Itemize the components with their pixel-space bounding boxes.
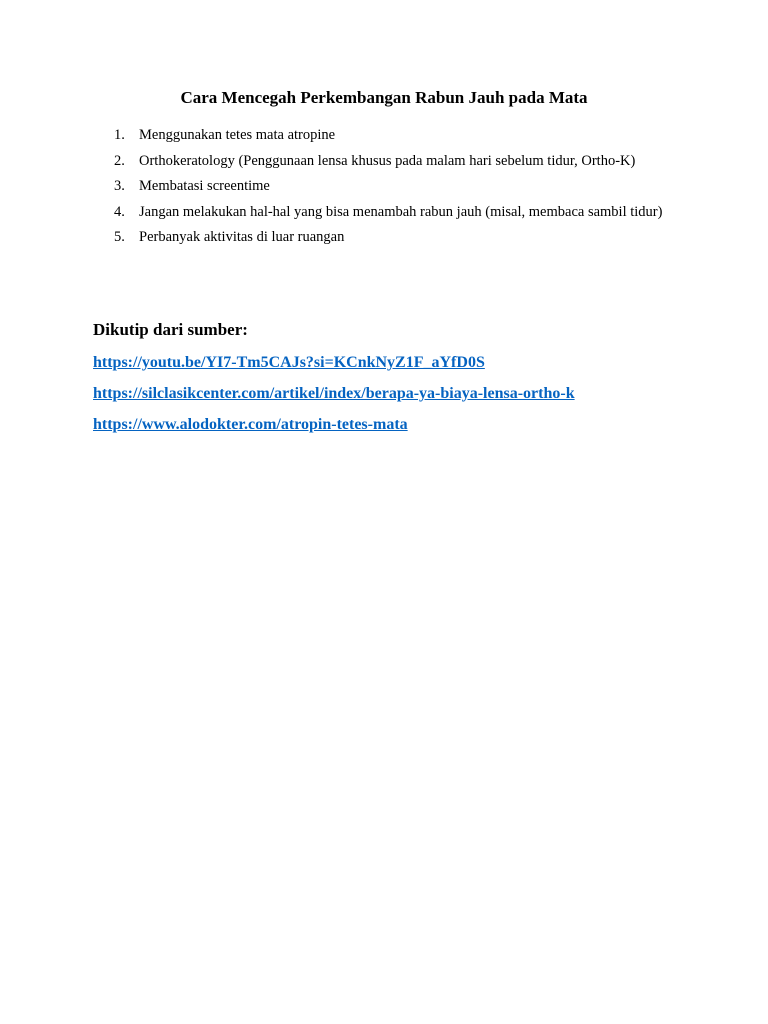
list-item-text: Jangan melakukan hal-hal yang bisa menambah rabun jauh (misal, membaca sambil tidur): [139, 203, 663, 220]
list-item-number: 2.: [114, 152, 125, 169]
list-item-number: 3.: [114, 178, 125, 194]
list-item-text: Orthokeratology (Penggunaan lensa khusus pada malam hari sebelum tidur, Ortho-K): [139, 152, 636, 169]
list-item-text: Membatasi screentime: [139, 178, 270, 194]
sources-heading: Dikutip dari sumber:: [93, 320, 248, 339]
list-item-number: 1.: [114, 127, 125, 143]
prevention-steps-list: [93, 123, 674, 251]
source-link-alodokter[interactable]: https://www.alodokter.com/atropin-tetes-mata: [93, 416, 408, 433]
list-item: [93, 123, 674, 149]
list-item: [93, 174, 674, 200]
document-title: Cara Mencegah Perkembangan Rabun Jauh pada Mata: [180, 88, 588, 107]
list-item-text: Perbanyak aktivitas di luar ruangan: [139, 229, 345, 245]
list-item-text: Menggunakan tetes mata atropine: [139, 127, 336, 143]
source-link-silclasikcenter[interactable]: https://silclasikcenter.com/artikel/index/berapa-ya-biaya-lensa-ortho-k: [93, 385, 575, 402]
list-item: [93, 200, 674, 226]
list-item: [93, 149, 674, 175]
list-item: [93, 225, 674, 251]
list-item-number: 4.: [114, 203, 125, 220]
source-link-youtube[interactable]: https://youtu.be/YI7-Tm5CAJs?si=KCnkNyZ1F_aYfD0S: [93, 354, 485, 371]
list-item-number: 5.: [114, 229, 125, 245]
sources-section: [93, 316, 713, 440]
